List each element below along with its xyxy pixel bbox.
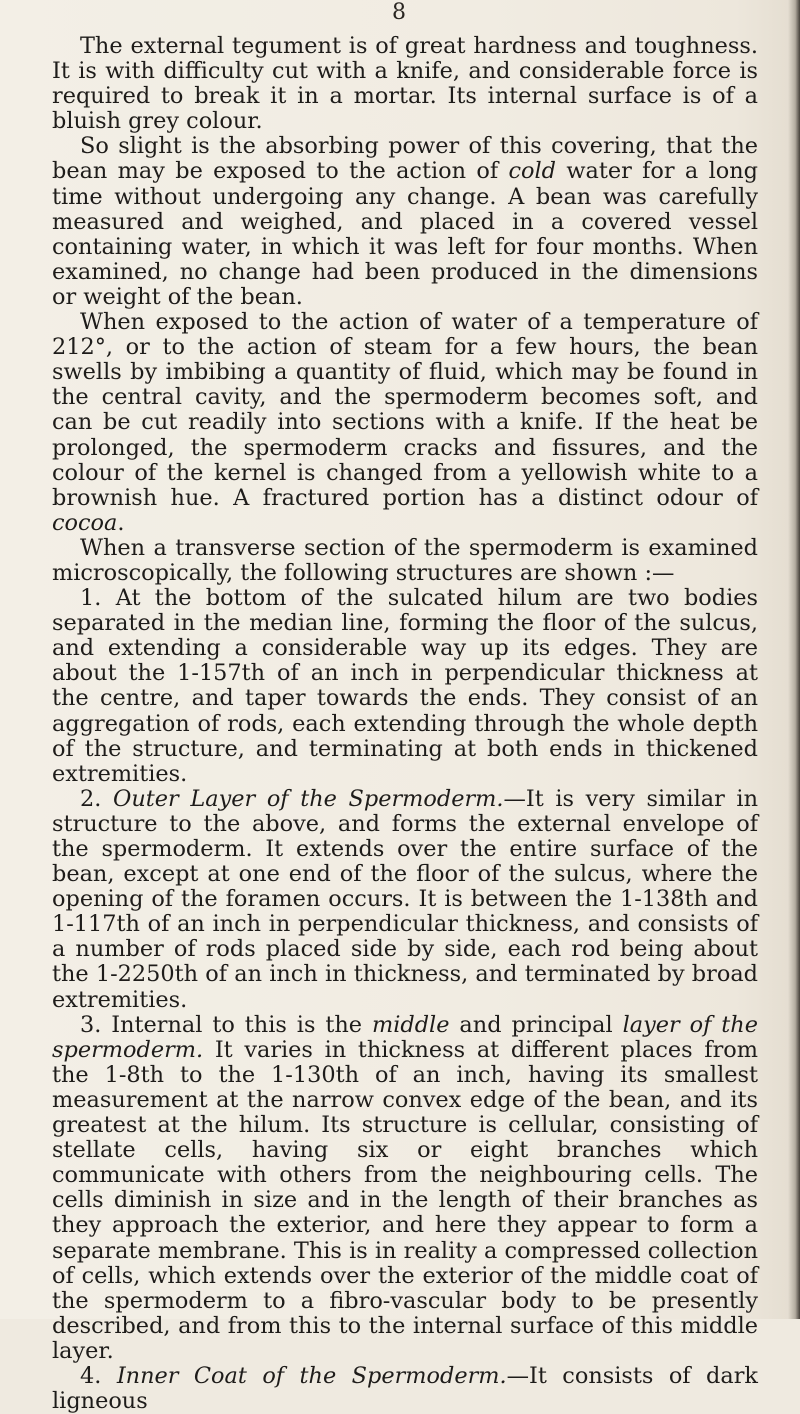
paragraph-transverse-section: When a transverse section of the spermoderm is examined microscopically, the following structures are shown :— [52,534,758,586]
emphasis-middle: middle [372,1011,450,1038]
paragraph-heat-exposure: When exposed to the action of water of a temperature of 212°, or to the action of steam for a few hours, the bean swells by imbibing a quantity of fluid, which may be found in the central cavity, and the spermoderm becomes soft, and can be cut readily into sections with a knife. If the heat be prolonged, the spermoderm cracks and fissures, and the colour of the kernel is changed from a yellowish white to a brownish hue. A fractured portion has a distinct odour of cocoa. [52,309,758,536]
heading-inner-coat: Inner Coat of the Spermoderm. [116,1362,507,1389]
emphasis-cold: cold [508,158,556,185]
heading-outer-layer: Outer Layer of the Spermoderm. [113,785,504,812]
heading-middle-layer: layer of the spermoderm. [52,1011,758,1063]
page-edge-shadow [788,0,800,1319]
paragraph-item-1-hilum: 1. At the bottom of the sulcated hilum are two bodies separated in the median line, forming the floor of the sulcus, and extending a considerable way up its edges. They are about the 1-157th of an inch in perpendicular thickness at the centre, and taper towards the ends. They consist of an aggregation of rods, each extending through the whole depth of the structure, and terminating at both ends in thickened extremities. [52,585,758,787]
paragraph-tegument: The external tegument is of great hardness and toughness. It is with difficulty cut with a knife, and considerable force is required to break it in a mortar. Its internal surface is of a bluish grey colour. [52,33,758,135]
paragraph-item-4-inner-coat: 4. Inner Coat of the Spermoderm.—It consists of dark ligneous [52,1362,758,1414]
body-text [52,34,758,1414]
paragraph-absorbing-power: So slight is the absorbing power of this covering, that the bean may be exposed to the action of cold water for a long time without undergoing any change. A bean was carefully measured and weighed, and placed in a covered vessel containing water, in which it was left for four months. When examined, no change had been produced in the dimensions or weight of the bean. [52,133,759,310]
emphasis-cocoa: cocoa [52,509,118,536]
page-number: 8 [392,0,406,25]
paragraph-item-3-middle-layer: 3. Internal to this is the middle and principal layer of the spermoderm. It varies in thickness at different places from the 1-8th to the 1-130th of an inch, having its smallest measurement at the narrow convex edge of the bean, and its greatest at the hilum. Its structure is cellular, consisting of stellate cells, having six or eight branches which communicate with others from the neighbouring cells. The cells diminish in size and in the length of their branches as they approach the exterior, and here they appear to form a separate membrane. This is in reality a compressed collection of cells, which extends over the exterior of the middle coat of the spermoderm to a fibro-vascular body to be presently described, and from this to the internal surface of this middle layer. [52,1011,759,1364]
paragraph-item-2-outer-layer: 2. Outer Layer of the Spermoderm.—It is very similar in structure to the above, and forms the external envelope of the spermoderm. It extends over the entire surface of the bean, except at one end of the floor of the sulcus, where the opening of the foramen occurs. It is between the 1-138th and 1-117th of an inch in perpendicular thickness, and consists of a number of rods placed side by side, each rod being about the 1-2250th of an inch in thickness, and terminated by broad extremities. [52,785,758,1013]
